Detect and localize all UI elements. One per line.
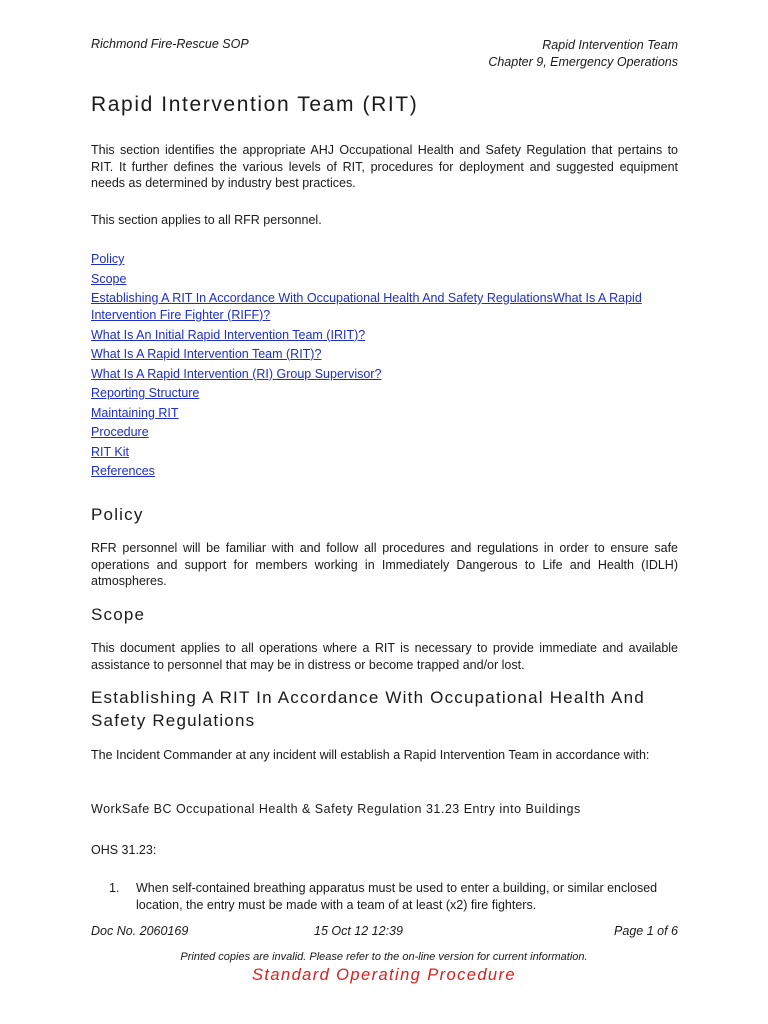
scope-paragraph: This document applies to all operations where a RIT is necessary to provide immediate and available assistance to personnel that may be in distress or become trapped and/or lost. (91, 641, 678, 672)
list-item-number: 1. (109, 881, 120, 895)
establishing-heading: Establishing A RIT In Accordance With Occupational Health And Safety Regulations (91, 688, 645, 730)
establishing-paragraph: The Incident Commander at any incident will establish a Rapid Intervention Team in accordance with: (91, 748, 650, 762)
footer-date: 15 Oct 12 12:39 (314, 924, 403, 938)
toc-link-scope[interactable]: Scope (91, 271, 127, 286)
regulation-title: WorkSafe BC Occupational Health & Safety Regulation 31.23 Entry into Buildings (91, 802, 581, 816)
toc-link-establishing[interactable]: Establishing A RIT In Accordance With Occupational Health And Safety RegulationsWhat Is A Rapid Intervention Fire Fighter (RIFF)? (91, 291, 642, 322)
toc-link-procedure[interactable]: Procedure (91, 425, 149, 439)
ohs-label: OHS 31.23: (91, 843, 157, 857)
footer-doc-number: Doc No. 2060169 (91, 924, 189, 938)
toc-link-policy[interactable]: Policy (91, 252, 125, 266)
table-of-contents (91, 251, 681, 483)
header-org: Richmond Fire-Rescue SOP (91, 37, 249, 51)
page-title: Rapid Intervention Team (RIT) (91, 93, 419, 116)
policy-heading: Policy (91, 505, 144, 524)
list-item (109, 880, 679, 913)
scope-heading: Scope (91, 605, 146, 624)
footer-page-number: Page 1 of 6 (614, 924, 678, 938)
toc-link-maintaining[interactable]: Maintaining RIT (91, 405, 179, 420)
toc-link-rit-kit[interactable]: RIT Kit (91, 444, 129, 459)
header-chapter (488, 37, 678, 71)
toc-link-reporting[interactable]: Reporting Structure (91, 386, 200, 400)
footer-disclaimer: Printed copies are invalid. Please refer to the on-line version for current information. (180, 951, 588, 963)
toc-link-irit[interactable]: What Is An Initial Rapid Intervention Team (IRIT)? (91, 327, 366, 342)
toc-link-rit[interactable]: What Is A Rapid Intervention Team (RIT)? (91, 347, 322, 361)
intro-paragraph: This section identifies the appropriate AHJ Occupational Health and Safety Regulation that pertains to RIT. It further defines the various levels of RIT, procedures for deployment and suggested equipment needs as determined by industry best practices. (91, 143, 678, 190)
header-chapter-title: Chapter 9, Emergency Operations (488, 55, 678, 69)
toc-link-ri-supervisor[interactable]: What Is A Rapid Intervention (RI) Group Supervisor? (91, 366, 382, 381)
list-item-text: When self-contained breathing apparatus must be used to enter a building, or similar enclosed location, the entry must be made with a team of at least (x2) fire fighters. (136, 881, 658, 912)
requirements-list (109, 880, 679, 913)
policy-paragraph: RFR personnel will be familiar with and follow all procedures and regulations in order to ensure safe operations and support for members working in Immediately Dangerous to Life and Health (IDLH) atmospheres. (91, 541, 678, 588)
footer-sop-label: Standard Operating Procedure (252, 966, 516, 984)
toc-link-references[interactable]: References (91, 464, 155, 478)
applies-paragraph: This section applies to all RFR personnel. (91, 213, 322, 227)
header-section-title: Rapid Intervention Team (542, 38, 678, 52)
